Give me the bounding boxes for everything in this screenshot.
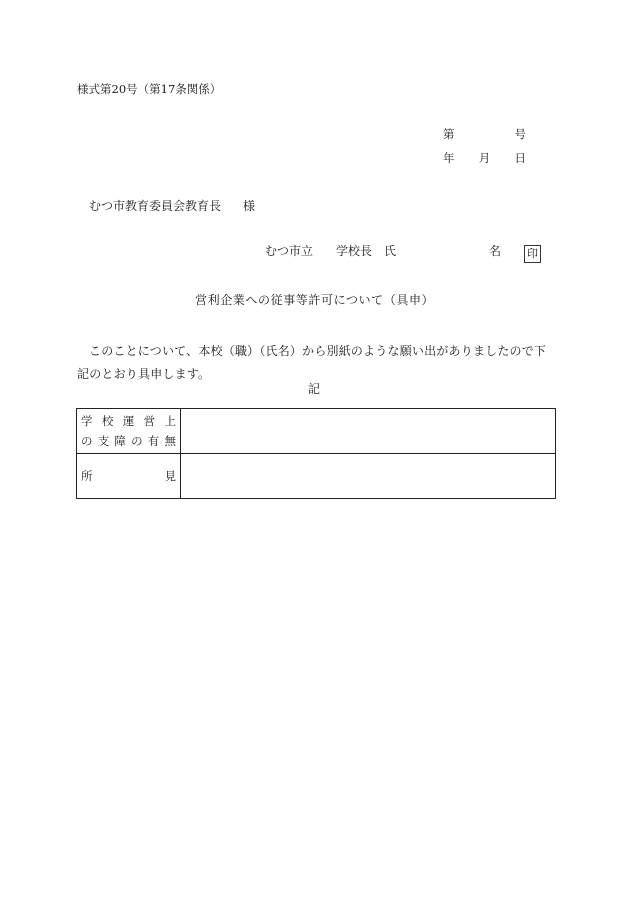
addressee	[89, 200, 255, 212]
label-char: 支	[97, 434, 110, 448]
date-day: 日	[514, 151, 526, 165]
date-year: 年	[443, 151, 455, 165]
label-cell-opinion	[77, 454, 181, 499]
document-title: 営利企業への従事等許可について（具申）	[195, 293, 435, 307]
value-cell-operational-impact[interactable]	[181, 409, 556, 454]
date-month: 月	[478, 151, 491, 165]
sender-name-label: 名	[489, 244, 502, 258]
label-char: 有	[147, 434, 160, 448]
document-date	[443, 153, 526, 165]
document-number-suffix: 号	[514, 127, 526, 141]
value-cell-opinion[interactable]	[181, 454, 556, 499]
label-char: 校	[101, 414, 114, 428]
addressee-name: むつ市教育委員会教育長	[89, 199, 222, 213]
label-char: 障	[114, 434, 126, 448]
label-char: 所	[81, 469, 93, 483]
review-table	[76, 408, 556, 499]
label-char: 無	[164, 434, 176, 448]
sender-block	[265, 245, 538, 263]
sender-principal: 学校長 氏	[336, 244, 397, 258]
table-row	[77, 454, 556, 499]
label-char: の	[131, 434, 143, 448]
form-number: 様式第20号（第17条関係）	[77, 82, 222, 96]
label-char: の	[81, 434, 93, 448]
seal-box: 印	[524, 245, 541, 263]
label-char: 学	[81, 414, 93, 428]
body-paragraph: このことについて、本校（職）（氏名）から別紙のような願い出がありましたので下記のとおり具申します。	[77, 344, 547, 381]
label-char: 営	[143, 414, 156, 428]
ki-heading: 記	[308, 382, 321, 396]
label-line	[81, 431, 176, 451]
label-line	[81, 466, 176, 486]
document-number-prefix: 第	[443, 127, 455, 141]
table-row	[77, 409, 556, 454]
label-cell-operational-impact	[77, 409, 181, 454]
label-line	[81, 411, 176, 431]
label-char: 運	[122, 414, 135, 428]
label-char: 見	[164, 469, 176, 483]
document-number	[443, 129, 526, 141]
addressee-honorific: 様	[243, 199, 256, 213]
sender-school: むつ市立	[265, 244, 314, 258]
label-char: 上	[164, 414, 176, 428]
